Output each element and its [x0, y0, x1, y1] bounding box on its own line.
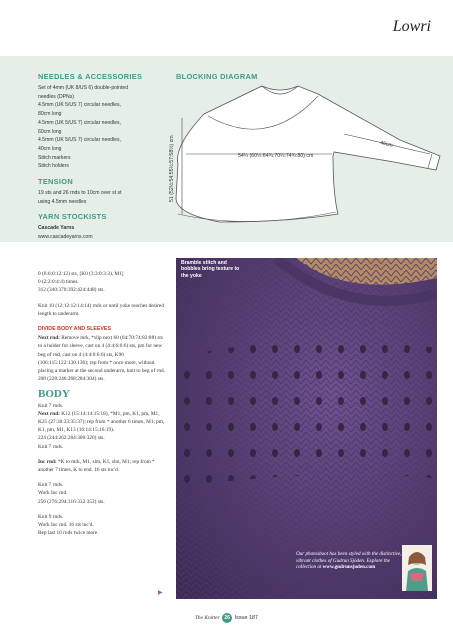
needles-line: 80cm long: [38, 111, 62, 118]
divide-para: Next rnd: Remove mrk, *slip next 60 (64:70:74:82:88) sts to a holder for sleeve, cast on 4 (4:4:6:6:6) sts, pm for new beg of rnd, cast on 4 (4:4:6:6:6) sts, K96 (106:115:122:130:136); rep from * once more, without placing a marker at the second underarm, knit to beg of rnd.: [38, 335, 165, 375]
body-heading: BODY: [38, 388, 70, 401]
yarn-heading: YARN STOCKISTS: [38, 212, 107, 222]
continue-arrow-icon: ▶: [158, 590, 163, 596]
materials-column: [38, 72, 163, 242]
diagram-heading: BLOCKING DIAGRAM: [176, 72, 258, 81]
model-thumbnail: [402, 545, 432, 591]
tension-line: 19 sts and 26 rnds to 10cm over st st: [38, 190, 122, 197]
page-footer: [0, 613, 453, 623]
pattern-line: Knit 7 rnds.: [38, 482, 64, 489]
page-number: 26: [222, 613, 232, 623]
needles-line: 4.5mm (UK 5/US 7) circular needles,: [38, 119, 121, 126]
needles-line: 4.5mm (UK 5/US 7) circular needles,: [38, 137, 121, 144]
height-label: 51 (52½:54:55½:57:58½) cm: [169, 135, 175, 202]
divide-total: 208 (228:246:268:284:304) sts.: [38, 376, 105, 383]
pattern-line: Rep last 10 rnds twice more.: [38, 530, 99, 537]
sweater-photo: [176, 258, 437, 599]
pattern-line: Knit 7 rnds.: [38, 443, 64, 450]
pattern-para: Knit 10 (12:12:12:14:14) rnds or until yoke reaches desired length to underarm.: [38, 302, 164, 317]
pattern-line: 0 (2:2:0:4:4) times.: [38, 279, 79, 286]
yarn-url[interactable]: www.cascadeyarns.com: [38, 234, 93, 241]
width-label: 54¼ (60½:64¾:70¼:74¾:80) cm: [238, 153, 314, 159]
pattern-line: Work Inc rnd. 16 sts inc'd.: [38, 522, 94, 529]
photo-credit: [294, 545, 434, 593]
pattern-title: Lowri: [392, 18, 431, 35]
pattern-line: 0 (6:6:0:12:12) sts, [K0 (3:3:0:3:3), M1]: [38, 271, 124, 277]
yarn-brand: Cascade Yarns: [38, 225, 75, 232]
needles-line: 40cm long: [38, 145, 62, 152]
needles-line: Stitch holders: [38, 163, 69, 170]
divide-heading: DIVIDE BODY AND SLEEVES: [38, 326, 111, 333]
issue-number: Issue 187: [234, 615, 259, 621]
pattern-line: 256 (276:294:316:332:352) sts.: [38, 498, 105, 505]
pattern-line: Knit 9 rnds.: [38, 513, 64, 520]
credit-url[interactable]: www.gudrunsjoden.com: [322, 564, 376, 571]
needles-line: 60cm long: [38, 128, 62, 135]
needles-line: Set of 4mm (UK 8/US 6) double-pointed: [38, 85, 129, 91]
pattern-line: 312 (340:370:392:424:448) sts.: [38, 287, 105, 294]
inc-rnd-para: Inc rnd: *K to mrk, M1, slm, K1, slm, M1; rep from * another 7 times, K to end. 16 sts inc'd.: [38, 458, 155, 474]
photo-caption: Bramble stitch and bobbles bring texture to the yoke: [181, 260, 240, 279]
tension-line: using 4.5mm needles: [38, 198, 87, 205]
publication-name: The Knitter: [194, 615, 220, 621]
tension-heading: TENSION: [38, 177, 73, 187]
pattern-line: Work Inc rnd.: [38, 490, 68, 497]
needles-line: Stitch markers: [38, 154, 71, 161]
needles-line: 4.5mm (UK 5/US 7) circular needles,: [38, 102, 121, 109]
pattern-line: 224 (244:262:284:300:320) sts.: [38, 435, 105, 442]
sleeve-label: 46cm: [379, 140, 394, 149]
needles-line: needles (DPNs): [38, 93, 74, 100]
pattern-column: [38, 270, 166, 537]
needles-heading: NEEDLES & ACCESSORIES: [38, 72, 143, 81]
credit-text: Our photoshoot has been styled with the distinctive, vibrant clothes of Gudrun Sjöden. Explore the collection at www.gudrunsjoden.com: [296, 551, 402, 571]
body-next-rnd: Next rnd: K12 (15:14:14:15:18), *M1, pm, K1, pm, M1, K25 (27:30:33:35:37); rep from * another 6 times, M1, pm, K1, pm, M1, K13 (16:14:15:16:19).: [38, 410, 165, 434]
blocking-diagram: [168, 84, 448, 244]
pattern-line: Knit 7 rnds.: [38, 402, 64, 409]
